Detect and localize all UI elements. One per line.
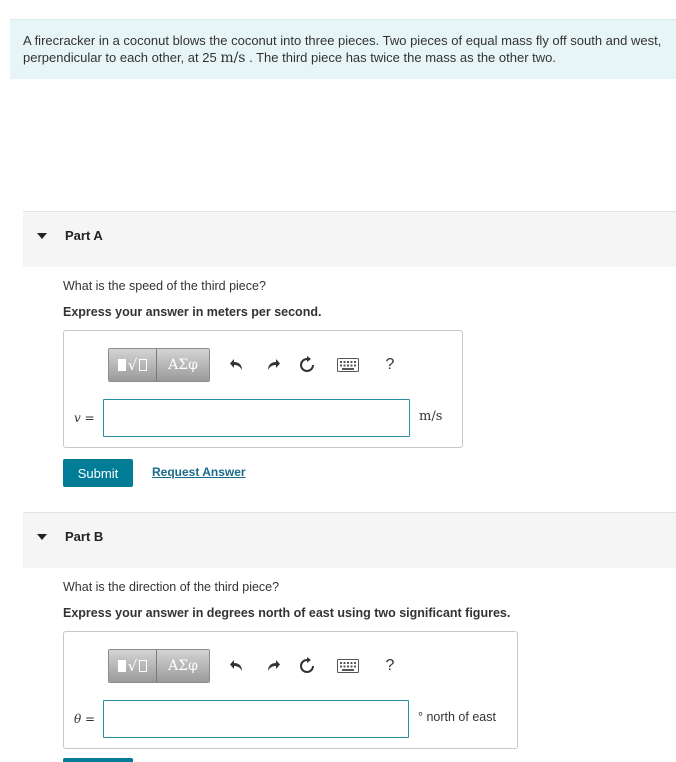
problem-unit: m/s	[220, 50, 246, 66]
part-b-unit: ° north of east	[418, 710, 496, 724]
collapse-caret-icon[interactable]	[37, 534, 47, 540]
template-buttons	[108, 649, 210, 683]
part-a-question: What is the speed of the third piece?	[63, 279, 266, 293]
help-icon[interactable]: ?	[385, 657, 395, 674]
part-a-title: Part A	[65, 228, 103, 243]
templates-button[interactable]	[109, 349, 157, 381]
part-b-question: What is the direction of the third piece?	[63, 580, 280, 594]
greek-symbols-icon: ΑΣφ	[168, 357, 198, 373]
redo-icon[interactable]	[262, 354, 284, 376]
part-a-variable-label: v =	[74, 411, 95, 425]
redo-icon[interactable]	[262, 655, 284, 677]
part-b-instruction: Express your answer in degrees north of east using two significant figures.	[63, 606, 511, 620]
problem-statement	[10, 19, 676, 79]
part-b-submit-button[interactable]	[63, 758, 133, 762]
templates-button[interactable]	[109, 650, 157, 682]
greek-symbols-icon: ΑΣφ	[168, 658, 198, 674]
part-a-instruction: Express your answer in meters per second.	[63, 305, 322, 319]
undo-icon[interactable]	[226, 354, 248, 376]
part-b-answer-box	[63, 631, 518, 749]
part-a-answer-input[interactable]	[103, 399, 410, 437]
part-a-header[interactable]	[23, 211, 676, 267]
greek-symbols-button[interactable]	[157, 349, 209, 381]
greek-symbols-button[interactable]	[157, 650, 209, 682]
part-a-answer-box	[63, 330, 463, 448]
part-b-header[interactable]	[23, 512, 676, 568]
keyboard-icon[interactable]	[337, 354, 359, 376]
keyboard-icon[interactable]	[337, 655, 359, 677]
part-b-answer-input[interactable]	[103, 700, 409, 738]
submit-button[interactable]: Submit	[63, 459, 133, 487]
part-b-variable-label: θ =	[74, 712, 96, 726]
part-a-unit: m/s	[419, 409, 443, 424]
request-answer-link[interactable]: Request Answer	[152, 465, 246, 479]
problem-text-start: A firecracker in a coconut blows the coconut into three pieces. Two pieces of equal mass fly off south and west, perpendicular to each other, at 25	[23, 33, 662, 65]
undo-icon[interactable]	[226, 655, 248, 677]
part-b-title: Part B	[65, 529, 104, 544]
reset-icon[interactable]	[296, 655, 318, 677]
template-buttons	[108, 348, 210, 382]
collapse-caret-icon[interactable]	[37, 233, 47, 239]
reset-icon[interactable]	[296, 354, 318, 376]
templates-icon: √	[118, 356, 148, 374]
help-icon[interactable]: ?	[385, 356, 395, 373]
problem-text-end: . The third piece has twice the mass as the other two.	[245, 50, 556, 65]
templates-icon: √	[118, 657, 148, 675]
